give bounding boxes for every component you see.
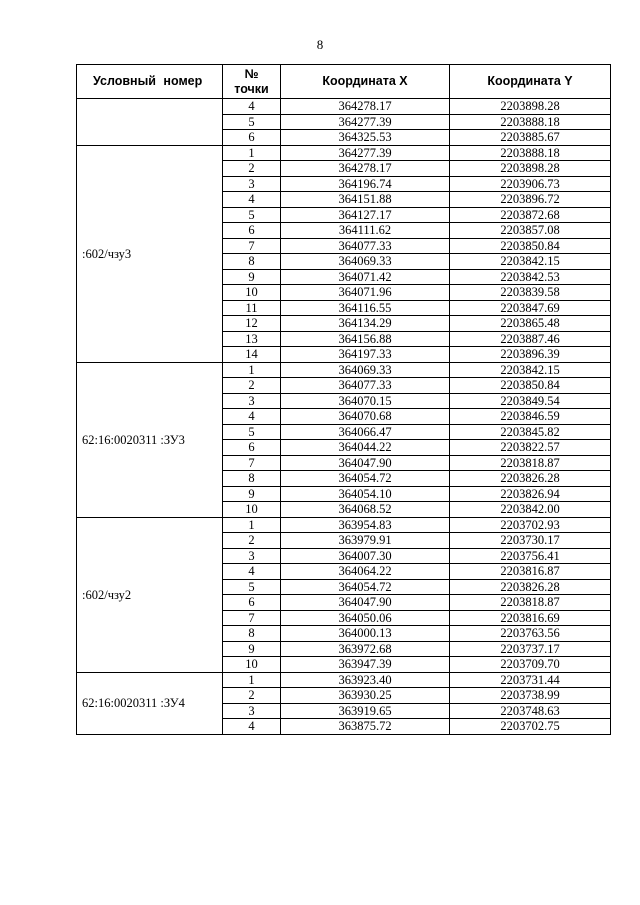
coordinate-x-cell: 364068.52 — [281, 502, 450, 518]
coordinate-y-cell: 2203816.87 — [450, 564, 611, 580]
header-point-word: точки — [234, 81, 269, 96]
coordinate-x-cell: 363972.68 — [281, 641, 450, 657]
point-number-cell: 2 — [223, 378, 281, 394]
point-number-cell: 3 — [223, 393, 281, 409]
parcel-label: 62:16:0020311 :ЗУ4 — [77, 672, 223, 734]
coordinate-x-cell: 364134.29 — [281, 316, 450, 332]
table-row — [77, 145, 611, 161]
coordinate-x-cell: 364054.10 — [281, 486, 450, 502]
coordinate-y-cell: 2203822.57 — [450, 440, 611, 456]
point-number-cell: 4 — [223, 192, 281, 208]
coordinate-x-cell: 364277.39 — [281, 114, 450, 130]
coordinate-y-cell: 2203818.87 — [450, 455, 611, 471]
coordinate-y-cell: 2203865.48 — [450, 316, 611, 332]
point-number-cell: 10 — [223, 502, 281, 518]
coordinate-x-cell: 364007.30 — [281, 548, 450, 564]
coordinate-x-cell: 364111.62 — [281, 223, 450, 239]
point-number-cell: 4 — [223, 564, 281, 580]
point-number-cell: 2 — [223, 161, 281, 177]
coordinate-y-cell: 2203826.28 — [450, 471, 611, 487]
coordinate-x-cell: 364277.39 — [281, 145, 450, 161]
coordinate-x-cell: 364278.17 — [281, 161, 450, 177]
coordinate-x-cell: 363947.39 — [281, 657, 450, 673]
point-number-cell: 6 — [223, 223, 281, 239]
point-number-cell: 8 — [223, 626, 281, 642]
coordinate-x-cell: 364071.96 — [281, 285, 450, 301]
coordinate-y-cell: 2203842.15 — [450, 362, 611, 378]
coordinate-x-cell: 364325.53 — [281, 130, 450, 146]
coordinate-x-cell: 364116.55 — [281, 300, 450, 316]
coordinate-x-cell: 364077.33 — [281, 378, 450, 394]
point-number-cell: 14 — [223, 347, 281, 363]
coordinate-x-cell: 364197.33 — [281, 347, 450, 363]
coordinate-x-cell: 363923.40 — [281, 672, 450, 688]
point-number-cell: 7 — [223, 610, 281, 626]
coordinate-x-cell: 364044.22 — [281, 440, 450, 456]
header-cadastral-number: Условный номер — [77, 65, 223, 99]
table-row — [77, 362, 611, 378]
coordinate-y-cell: 2203826.94 — [450, 486, 611, 502]
header-coordinate-y: Координата Y — [450, 65, 611, 99]
coordinate-x-cell: 363930.25 — [281, 688, 450, 704]
coordinate-y-cell: 2203906.73 — [450, 176, 611, 192]
point-number-cell: 4 — [223, 719, 281, 735]
coordinate-x-cell: 364070.15 — [281, 393, 450, 409]
coordinate-y-cell: 2203850.84 — [450, 238, 611, 254]
table-row — [77, 99, 611, 115]
coordinate-y-cell: 2203816.69 — [450, 610, 611, 626]
coordinate-x-cell: 364066.47 — [281, 424, 450, 440]
point-number-cell: 1 — [223, 672, 281, 688]
point-number-cell: 1 — [223, 362, 281, 378]
coordinate-y-cell: 2203845.82 — [450, 424, 611, 440]
coordinate-x-cell: 363875.72 — [281, 719, 450, 735]
coordinate-y-cell: 2203709.70 — [450, 657, 611, 673]
point-number-cell: 13 — [223, 331, 281, 347]
page-number: 8 — [316, 37, 324, 52]
coordinate-y-cell: 2203756.41 — [450, 548, 611, 564]
point-number-cell: 4 — [223, 99, 281, 115]
coordinate-x-cell: 364054.72 — [281, 579, 450, 595]
coordinate-x-cell: 364196.74 — [281, 176, 450, 192]
point-number-cell: 12 — [223, 316, 281, 332]
parcel-label: :602/чзу2 — [77, 517, 223, 672]
point-number-cell: 2 — [223, 533, 281, 549]
coordinate-y-cell: 2203826.28 — [450, 579, 611, 595]
coordinate-x-cell: 364127.17 — [281, 207, 450, 223]
point-number-cell: 5 — [223, 207, 281, 223]
coordinate-y-cell: 2203731.44 — [450, 672, 611, 688]
point-number-cell: 6 — [223, 595, 281, 611]
header-coordinate-x: Координата X — [281, 65, 450, 99]
coordinate-y-cell: 2203885.67 — [450, 130, 611, 146]
coordinate-x-cell: 364047.90 — [281, 455, 450, 471]
coordinate-x-cell: 364151.88 — [281, 192, 450, 208]
point-number-cell: 3 — [223, 548, 281, 564]
coordinate-y-cell: 2203763.56 — [450, 626, 611, 642]
table-row — [77, 672, 611, 688]
point-number-cell: 4 — [223, 409, 281, 425]
coordinate-y-cell: 2203839.58 — [450, 285, 611, 301]
coordinate-y-cell: 2203702.93 — [450, 517, 611, 533]
coordinate-y-cell: 2203846.59 — [450, 409, 611, 425]
point-number-cell: 2 — [223, 688, 281, 704]
point-number-cell: 5 — [223, 114, 281, 130]
coordinate-x-cell: 364069.33 — [281, 254, 450, 270]
point-number-cell: 8 — [223, 254, 281, 270]
coordinate-y-cell: 2203702.75 — [450, 719, 611, 735]
point-number-cell: 6 — [223, 440, 281, 456]
point-number-cell: 3 — [223, 703, 281, 719]
point-number-cell: 1 — [223, 517, 281, 533]
coordinate-x-cell: 364064.22 — [281, 564, 450, 580]
coordinate-y-cell: 2203849.54 — [450, 393, 611, 409]
point-number-cell: 10 — [223, 657, 281, 673]
header-point-no-sign: № — [244, 66, 259, 81]
coordinates-table — [76, 64, 611, 735]
coordinate-y-cell: 2203896.72 — [450, 192, 611, 208]
header-point-number — [223, 65, 281, 99]
coordinate-x-cell: 364071.42 — [281, 269, 450, 285]
coordinate-y-cell: 2203888.18 — [450, 114, 611, 130]
coordinate-y-cell: 2203898.28 — [450, 99, 611, 115]
table-body — [77, 99, 611, 735]
coordinate-y-cell: 2203738.99 — [450, 688, 611, 704]
coordinate-x-cell: 364050.06 — [281, 610, 450, 626]
coordinate-x-cell: 363979.91 — [281, 533, 450, 549]
coordinate-y-cell: 2203887.46 — [450, 331, 611, 347]
coordinate-y-cell: 2203730.17 — [450, 533, 611, 549]
coordinate-y-cell: 2203850.84 — [450, 378, 611, 394]
coordinate-x-cell: 364077.33 — [281, 238, 450, 254]
coordinate-y-cell: 2203857.08 — [450, 223, 611, 239]
point-number-cell: 5 — [223, 424, 281, 440]
point-number-cell: 9 — [223, 641, 281, 657]
point-number-cell: 9 — [223, 269, 281, 285]
coordinate-y-cell: 2203888.18 — [450, 145, 611, 161]
coordinate-x-cell: 364278.17 — [281, 99, 450, 115]
coordinate-x-cell: 364069.33 — [281, 362, 450, 378]
coordinate-y-cell: 2203748.63 — [450, 703, 611, 719]
coordinate-x-cell: 364054.72 — [281, 471, 450, 487]
coordinate-y-cell: 2203842.00 — [450, 502, 611, 518]
coordinate-x-cell: 364000.13 — [281, 626, 450, 642]
point-number-cell: 7 — [223, 238, 281, 254]
parcel-label: :602/чзу3 — [77, 145, 223, 362]
point-number-cell: 8 — [223, 471, 281, 487]
coordinate-y-cell: 2203842.53 — [450, 269, 611, 285]
table-header-row — [77, 65, 611, 99]
point-number-cell: 3 — [223, 176, 281, 192]
coordinate-x-cell: 364047.90 — [281, 595, 450, 611]
table-row — [77, 517, 611, 533]
coordinate-x-cell: 363954.83 — [281, 517, 450, 533]
coordinate-y-cell: 2203847.69 — [450, 300, 611, 316]
point-number-cell: 6 — [223, 130, 281, 146]
point-number-cell: 1 — [223, 145, 281, 161]
parcel-label — [77, 99, 223, 146]
coordinate-y-cell: 2203872.68 — [450, 207, 611, 223]
coordinate-x-cell: 364156.88 — [281, 331, 450, 347]
point-number-cell: 7 — [223, 455, 281, 471]
point-number-cell: 10 — [223, 285, 281, 301]
coordinate-y-cell: 2203737.17 — [450, 641, 611, 657]
coordinate-x-cell: 363919.65 — [281, 703, 450, 719]
coordinate-y-cell: 2203818.87 — [450, 595, 611, 611]
point-number-cell: 5 — [223, 579, 281, 595]
coordinate-x-cell: 364070.68 — [281, 409, 450, 425]
coordinate-y-cell: 2203896.39 — [450, 347, 611, 363]
parcel-label: 62:16:0020311 :ЗУ3 — [77, 362, 223, 517]
coordinate-y-cell: 2203898.28 — [450, 161, 611, 177]
coordinate-y-cell: 2203842.15 — [450, 254, 611, 270]
point-number-cell: 11 — [223, 300, 281, 316]
point-number-cell: 9 — [223, 486, 281, 502]
